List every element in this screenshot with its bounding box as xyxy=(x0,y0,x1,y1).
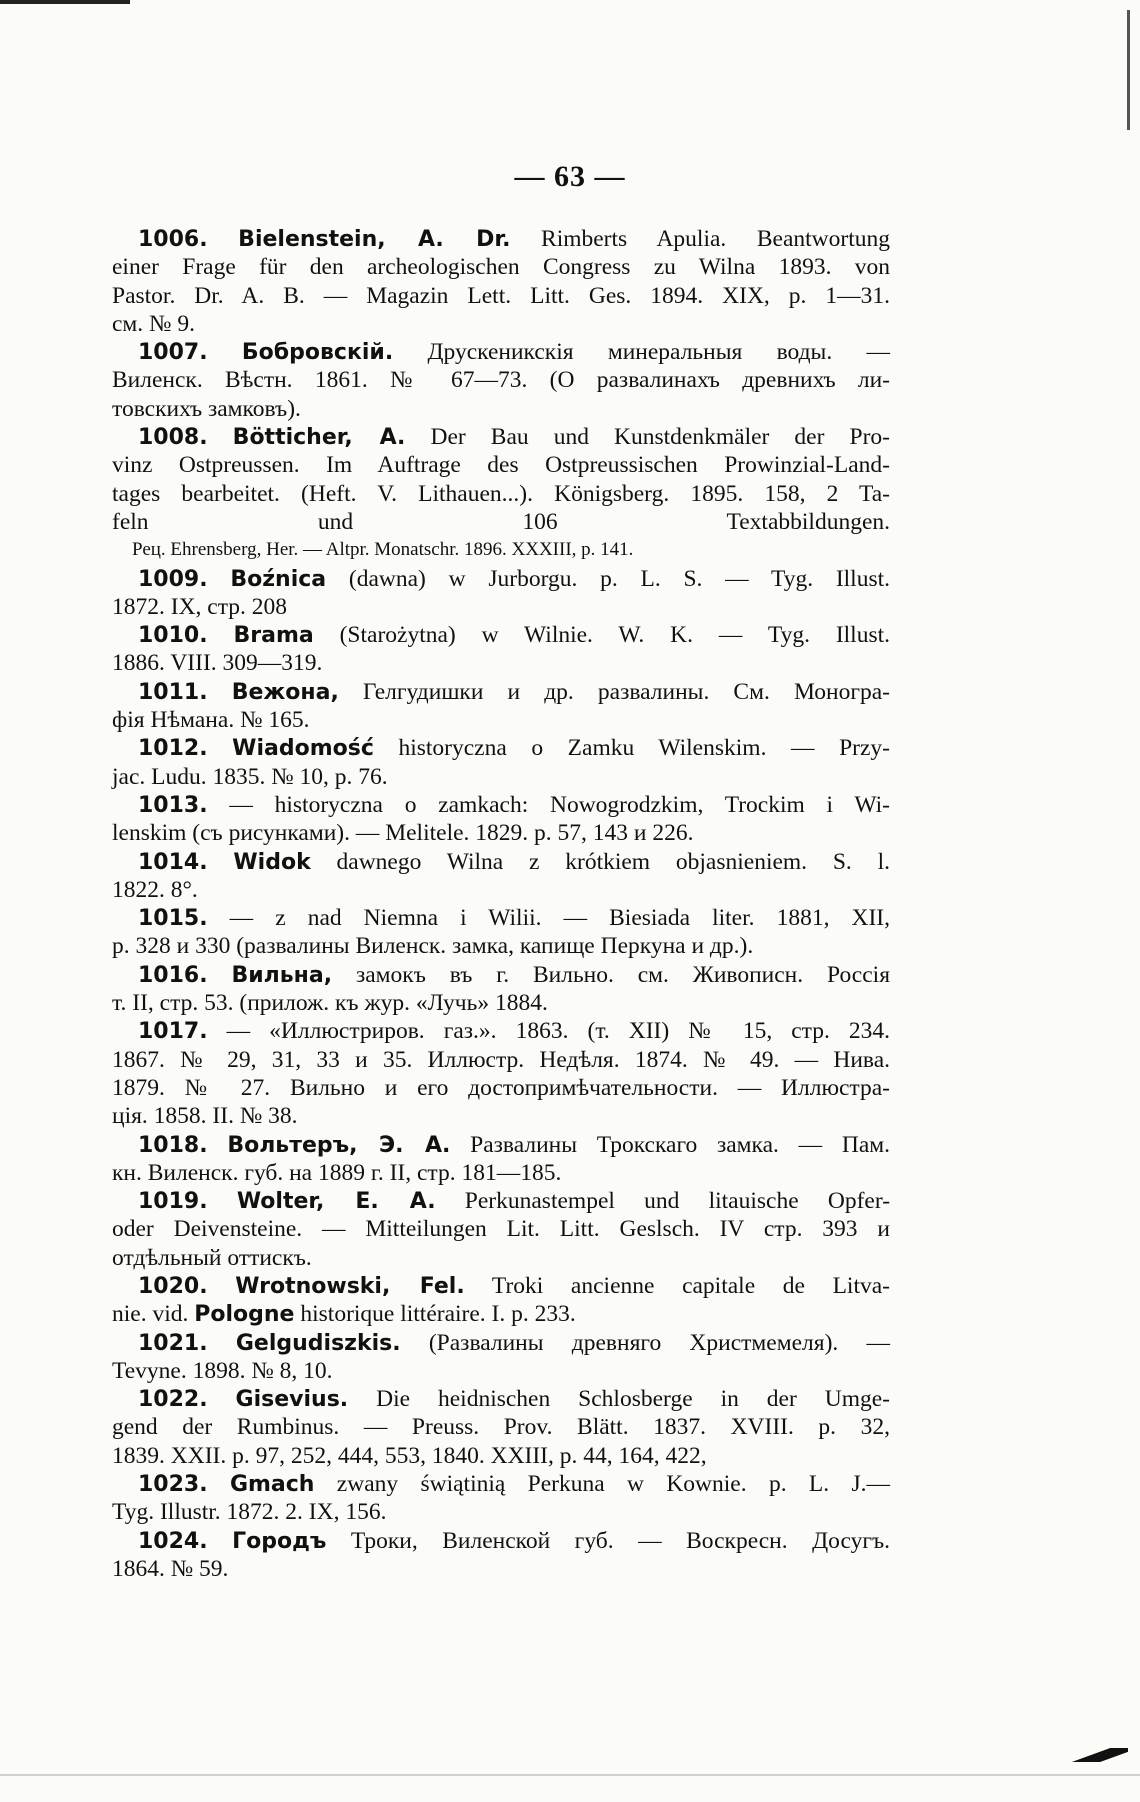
entry-text: Развалины Трокскаго замка. — Пам. xyxy=(450,1131,890,1158)
entry-line xyxy=(112,1244,890,1272)
entry-line xyxy=(112,225,890,253)
scan-edge-mark xyxy=(1127,10,1130,130)
entry-text: 1872. IX, стр. 208 xyxy=(112,593,288,620)
entry-number: 1020. xyxy=(138,1273,208,1299)
entry-line xyxy=(112,678,890,706)
entry-line xyxy=(112,706,890,734)
entry-text: отдѣльный оттискъ. xyxy=(112,1244,312,1271)
entry-text: Гелгудишки и др. развалины. См. Моногра- xyxy=(338,678,890,705)
bibliography-entry xyxy=(112,225,890,338)
entry-text: — «Иллюстриров. газ.». 1863. (т. XII) № 15, стр. 234. xyxy=(226,1018,890,1045)
entry-line xyxy=(112,310,890,338)
entry-heading: Widok xyxy=(233,849,311,875)
entry-line xyxy=(112,734,890,762)
entry-line xyxy=(112,1215,890,1243)
entry-text: ція. 1858. II. № 38. xyxy=(112,1103,298,1130)
entry-number: 1008. xyxy=(138,425,208,451)
entry-text: historique littéraire. I. p. 233. xyxy=(294,1301,576,1328)
entry-heading: Bötticher, A. xyxy=(232,425,406,451)
entry-line xyxy=(112,904,890,932)
entry-text: т. II, стр. 53. (прилож. къ жур. «Лучь» 1884. xyxy=(112,990,548,1017)
entry-text: — z nad Niemna i Wilii. — Biesiada liter. 1881, XII, xyxy=(229,905,890,932)
entry-text: (Развалины древняго Христмемеля). — xyxy=(400,1329,891,1356)
entry-text: Друскеникскія минеральныя воды. — xyxy=(393,339,890,366)
entry-heading: Вежона, xyxy=(231,679,339,705)
bibliography-entry xyxy=(112,791,890,848)
entry-text: 1879. № 27. Вильно и его достопримѣчательности. — Иллюстра- xyxy=(112,1074,890,1101)
entry-text: Виленск. Вѣстн. 1861. № 67—73. (О развалинахъ древнихъ ли- xyxy=(112,367,890,394)
entry-text: Tyg. Illustr. 1872. 2. IX, 156. xyxy=(112,1499,387,1526)
scan-edge-line xyxy=(0,1774,1140,1776)
entry-number: 1019. xyxy=(138,1189,208,1215)
entry-number: 1014. xyxy=(138,849,208,875)
entry-text: Pastor. Dr. A. B. — Magazin Lett. Litt. Ges. 1894. XIX, p. 1—31. xyxy=(112,282,890,309)
entry-text: Rimberts Apulia. Beantwortung xyxy=(510,226,891,252)
entry-number: 1023. xyxy=(138,1472,208,1498)
entry-text: — historyczna o zamkach: Nowogrodzkim, Trockim i Wi- xyxy=(229,791,890,818)
scan-artifact xyxy=(1072,1748,1128,1762)
entry-heading: Gisevius. xyxy=(235,1387,349,1413)
entry-number: 1007. xyxy=(138,340,208,366)
entry-text: p. 328 и 330 (развалины Виленск. замка, капище Перкуна и др.). xyxy=(112,933,754,960)
entry-text: (Starożytna) w Wilnie. W. K. — Tyg. Illust. xyxy=(313,622,891,649)
entry-line xyxy=(112,1555,890,1583)
entry-heading: Вольтеръ, Э. А. xyxy=(227,1132,451,1158)
entry-text: oder Deivensteine. — Mitteilungen Lit. Litt. Geslsch. IV стр. 393 и xyxy=(112,1216,890,1243)
entry-line xyxy=(112,1159,890,1187)
entry-line xyxy=(112,1272,890,1300)
bibliography-entry xyxy=(112,1187,890,1272)
bibliography-entry xyxy=(112,848,890,905)
bibliography-entry xyxy=(112,1470,890,1527)
entry-heading: Вильна, xyxy=(231,962,333,988)
scan-edge-mark xyxy=(0,0,130,4)
entry-text: tages bearbeitet. (Heft. V. Lithauen...). Königsberg. 1895. 158, 2 Ta- xyxy=(112,480,890,507)
entry-line xyxy=(112,282,890,310)
entry-heading: Бобровскій. xyxy=(241,340,394,366)
entry-heading: Городъ xyxy=(232,1528,327,1554)
entry-number: 1011. xyxy=(138,679,208,705)
entry-text: lenskim (съ рисунками). — Melitele. 1829. p. 57, 143 и 226. xyxy=(112,820,694,847)
entry-text: Троки, Виленской губ. — Воскресн. Досугъ. xyxy=(326,1527,890,1554)
entry-line xyxy=(112,565,890,593)
entry-line xyxy=(112,395,890,423)
entry-heading: Brama xyxy=(233,623,314,649)
bibliography-entries xyxy=(112,225,890,1583)
bibliography-entry xyxy=(112,734,890,791)
entry-text: jac. Ludu. 1835. № 10, p. 76. xyxy=(112,763,388,790)
entry-line xyxy=(112,1017,890,1045)
bibliography-entry xyxy=(112,423,890,564)
entry-text: historyczna o Zamku Wilenskim. — Przy- xyxy=(373,735,890,762)
entry-text: Die heidnischen Schlosberge in der Umge- xyxy=(348,1386,891,1413)
entry-line xyxy=(112,1131,890,1159)
entry-text: 1864. № 59. xyxy=(112,1555,229,1582)
entry-line xyxy=(112,989,890,1017)
entry-number: 1017. xyxy=(138,1019,208,1045)
entry-line xyxy=(112,621,890,649)
bibliography-entry xyxy=(112,678,890,735)
entry-line xyxy=(112,1074,890,1102)
entry-number: 1013. xyxy=(138,792,208,818)
entry-line xyxy=(112,593,890,621)
entry-text: feln und 106 Textabbildungen. xyxy=(112,508,890,535)
entry-number: 1010. xyxy=(138,623,208,649)
entry-line xyxy=(112,819,890,847)
entry-line xyxy=(112,1413,890,1441)
entry-number: 1012. xyxy=(138,736,208,762)
entry-text: einer Frage für den archeologischen Congress zu Wilna 1893. von xyxy=(112,254,890,281)
entry-line xyxy=(112,508,890,536)
entry-heading: Wolter, E. A. xyxy=(236,1189,436,1215)
entry-line xyxy=(112,480,890,508)
entry-number: 1006. xyxy=(138,227,208,252)
entry-line xyxy=(112,1300,890,1328)
entry-text: Der Bau und Kunstdenkmäler der Pro- xyxy=(405,424,890,451)
entry-text: dawnego Wilna z krótkiem objasnieniem. S. l. xyxy=(310,848,891,875)
entry-line xyxy=(112,1385,890,1413)
entry-inline-heading: Pologne xyxy=(194,1302,295,1328)
entry-line xyxy=(112,1046,890,1074)
entry-line xyxy=(112,253,890,281)
review-note: Рец. Ehrensberg, Her. — Altpr. Monatschr. 1896. XXXIII, p. 141. xyxy=(132,539,634,561)
entry-line xyxy=(112,1498,890,1526)
entry-line xyxy=(112,536,890,564)
entry-text: замокъ въ г. Вильно. см. Живописн. Россія xyxy=(332,961,891,988)
entry-line xyxy=(112,961,890,989)
entry-line xyxy=(112,932,890,960)
entry-line xyxy=(112,451,890,479)
bibliography-entry xyxy=(112,961,890,1018)
entry-text: vinz Ostpreussen. Im Auftrage des Ostpreussischen Prowinzial-Land- xyxy=(112,452,890,479)
entry-text: 1839. XXII. p. 97, 252, 444, 553, 1840. XXIII, p. 44, 164, 422, xyxy=(112,1442,707,1469)
bibliography-entry xyxy=(112,565,890,622)
entry-line xyxy=(112,1102,890,1130)
entry-text: 1867. № 29, 31, 33 и 35. Иллюстр. Недѣля. 1874. № 49. — Нива. xyxy=(112,1046,890,1073)
entry-heading: Gelgudiszkis. xyxy=(235,1330,401,1356)
entry-heading: Wiadomość xyxy=(232,736,374,762)
entry-text: см. № 9. xyxy=(112,310,195,337)
bibliography-entry xyxy=(112,1527,890,1584)
bibliography-entry xyxy=(112,621,890,678)
entry-line xyxy=(112,1357,890,1385)
entry-line xyxy=(112,366,890,394)
bibliography-entry xyxy=(112,1385,890,1470)
entry-number: 1024. xyxy=(138,1528,208,1554)
entry-line xyxy=(112,876,890,904)
entry-line xyxy=(112,1187,890,1215)
entry-line xyxy=(112,1442,890,1470)
bibliography-entry xyxy=(112,904,890,961)
bibliography-entry xyxy=(112,338,890,423)
entry-line xyxy=(112,848,890,876)
entry-line xyxy=(112,649,890,677)
entry-number: 1021. xyxy=(138,1330,208,1356)
entry-text: Troki ancienne capitale de Litva- xyxy=(464,1272,891,1299)
entry-text: 1886. VIII. 309—319. xyxy=(112,650,323,677)
bibliography-entry xyxy=(112,1017,890,1130)
entry-line xyxy=(112,338,890,366)
entry-number: 1015. xyxy=(138,906,208,932)
entry-number: 1018. xyxy=(138,1132,208,1158)
entry-number: 1016. xyxy=(138,962,208,988)
entry-line xyxy=(112,423,890,451)
entry-line xyxy=(112,1329,890,1357)
entry-text: gend der Rumbinus. — Preuss. Prov. Blätt. 1837. XVIII. p. 32, xyxy=(112,1414,890,1441)
entry-text: nie. vid. xyxy=(112,1301,195,1328)
entry-line xyxy=(112,791,890,819)
entry-text: фія Нѣмана. № 165. xyxy=(112,707,310,734)
entry-heading: Bielenstein, A. Dr. xyxy=(238,227,511,252)
entry-text: zwany świątinią Perkuna w Kownie. p. L. J.— xyxy=(314,1471,890,1498)
entry-heading: Wrotnowski, Fel. xyxy=(235,1273,465,1299)
entry-text: (dawna) w Jurborgu. p. L. S. — Tyg. Illust. xyxy=(326,565,891,592)
entry-text: Perkunastempel und litauische Opfer- xyxy=(435,1188,891,1215)
entry-text: кн. Виленск. губ. на 1889 г. II, стр. 181—185. xyxy=(112,1159,562,1186)
bibliography-entry xyxy=(112,1131,890,1188)
entry-line xyxy=(112,1470,890,1498)
entry-number: 1022. xyxy=(138,1387,208,1413)
entry-line xyxy=(112,763,890,791)
bibliography-entry xyxy=(112,1272,890,1329)
page-number: — 63 — xyxy=(514,160,626,193)
entry-heading: Boźnica xyxy=(230,566,327,592)
entry-heading: Gmach xyxy=(229,1472,315,1498)
entry-text: Tevyne. 1898. № 8, 10. xyxy=(112,1357,333,1384)
entry-text: товскихъ замковъ). xyxy=(112,395,301,422)
bibliography-entry xyxy=(112,1329,890,1386)
entry-number: 1009. xyxy=(138,566,208,592)
entry-text: 1822. 8°. xyxy=(112,876,198,903)
entry-line xyxy=(112,1527,890,1555)
